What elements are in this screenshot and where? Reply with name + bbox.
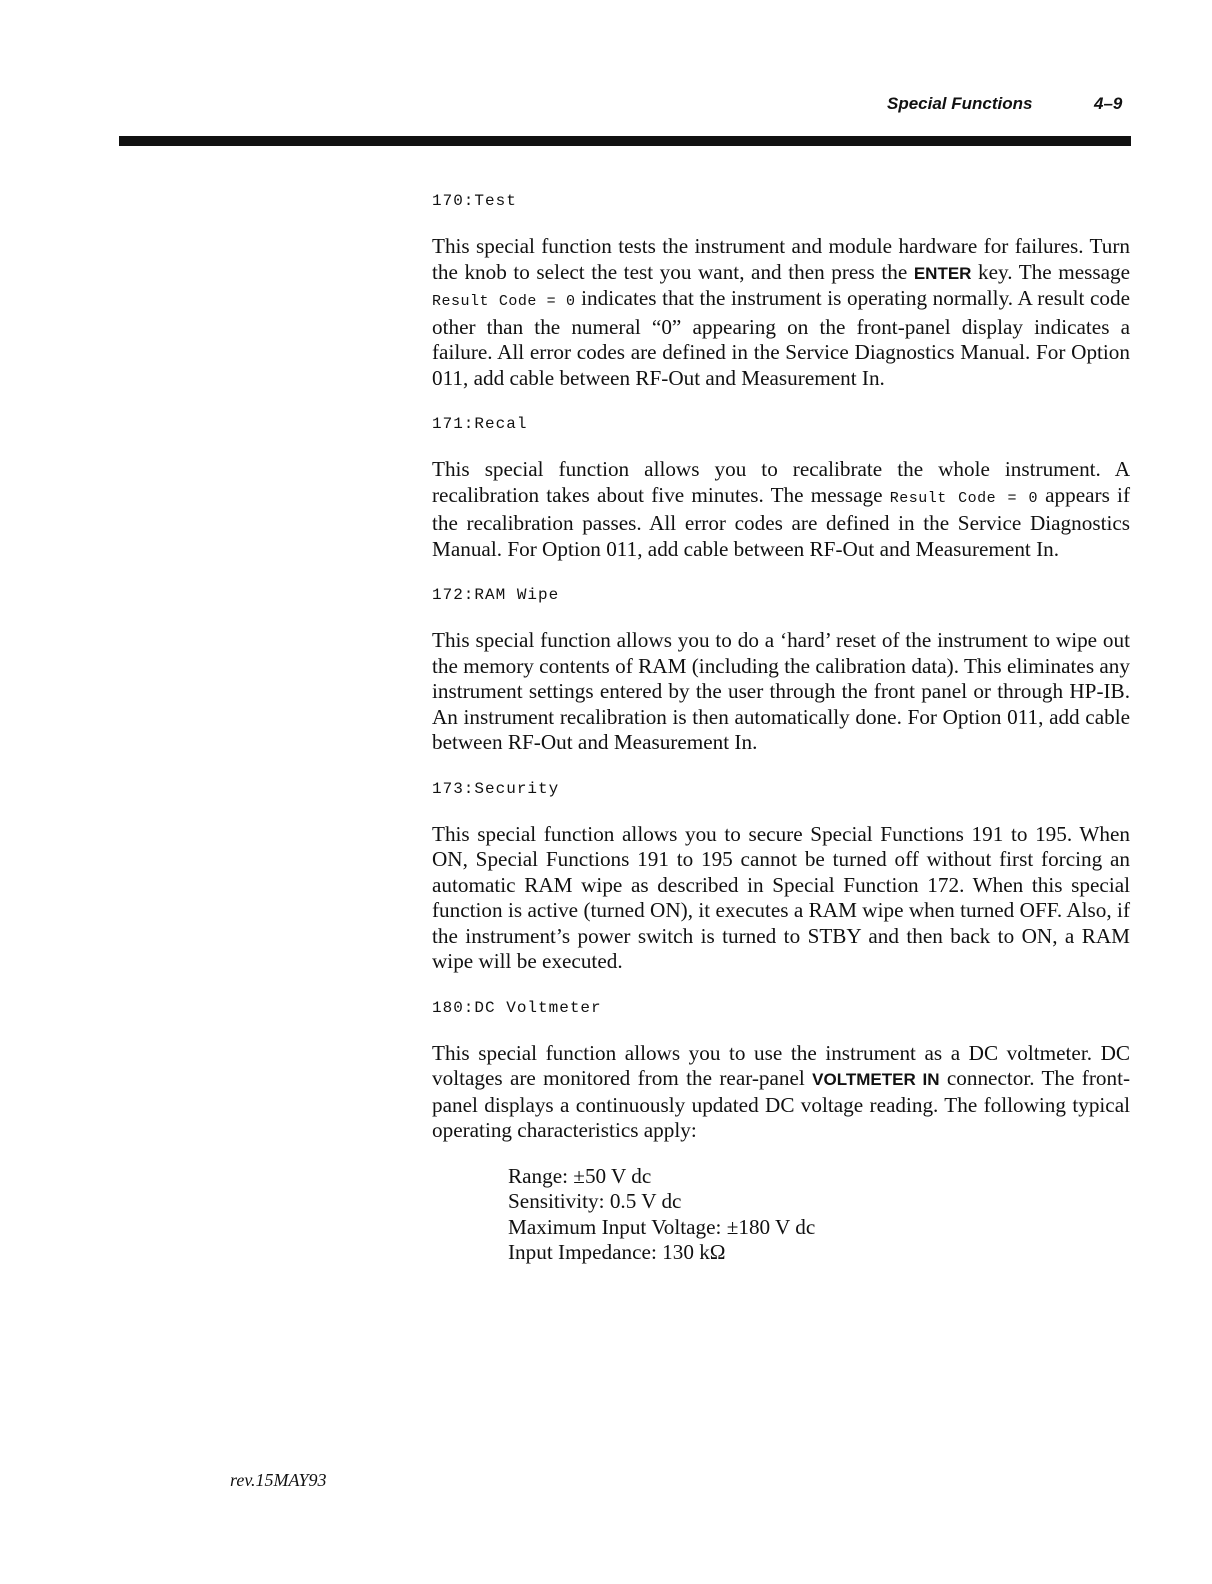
function-description-173: This special function allows you to secure Special Functions 191 to 195. When ON, Special Functions 191 to 195 cannot be turned off without first forcing an automatic RAM wipe as described in Special Function 172. When this special function is active (turned ON), it executes a RAM wipe when turned OFF. Also, if the instrument’s power switch is turned to STBY and then back to ON, a RAM wipe will be executed. (432, 821, 1130, 973)
voltmeter-spec-list (508, 1164, 1130, 1266)
spec-item: Range: ±50 V dc (508, 1163, 652, 1188)
function-title-171: 171:Recal (432, 415, 528, 433)
enter-key-label: ENTER (913, 263, 972, 283)
function-description-170: This special function tests the instrument and module hardware for failures. Turn the knob to select the test you want, and then press the ENTER key. The message Result Code = 0 indicates that the instrument is operating normally. A result code other than the numeral “0” appearing on the front-panel display indicates a failure. All error codes are defined in the Service Diagnostics Manual. For Option 011, add cable between RF-Out and Measurement In. (432, 234, 1131, 390)
revision-footer: rev.15MAY93 (230, 1470, 327, 1490)
header-rule (119, 136, 1131, 146)
function-description-172: This special function allows you to do a ‘hard’ reset of the instrument to wipe out the memory contents of RAM (including the calibration data). This eliminates any instrument settings entered by the user through the front panel or through HP-IB. An instrument recalibration is then automatically done. For Option 011, add cable between RF-Out and Measurement In. (432, 628, 1130, 754)
voltmeter-in-connector-label: VOLTMETER IN (812, 1070, 940, 1089)
function-title-173: 173:Security (432, 779, 560, 798)
result-code-message: Result Code = 0 (889, 489, 1038, 507)
result-code-message: Result Code = 0 (432, 293, 576, 310)
spec-item: Sensitivity: 0.5 V dc (508, 1189, 682, 1213)
page-content (432, 190, 1130, 1266)
running-header-section: Special Functions (887, 94, 1033, 113)
function-description-171: This special function allows you to recalibrate the whole instrument. A recalibration takes about five minutes. The message Result Code = 0 appears if the recalibration passes. All error codes are defined in the Service Diagnostics Manual. For Option 011, add cable between RF-Out and Measurement In. (432, 457, 1130, 561)
spec-item: Input Impedance: 130 kΩ (508, 1240, 726, 1264)
function-title-172: 172:RAM Wipe (432, 586, 560, 604)
spec-item: Maximum Input Voltage: ±180 V dc (508, 1214, 816, 1239)
function-title-180: 180:DC Voltmeter (432, 998, 602, 1017)
function-title-170: 170:Test (432, 192, 517, 210)
page-number: 4–9 (1094, 94, 1123, 113)
function-description-180: This special function allows you to use the instrument as a DC voltmeter. DC voltages are monitored from the rear-panel VOLTMETER IN connector. The front-panel displays a continuously updated DC voltage reading. The following typical operating characteristics apply: (432, 1040, 1131, 1142)
